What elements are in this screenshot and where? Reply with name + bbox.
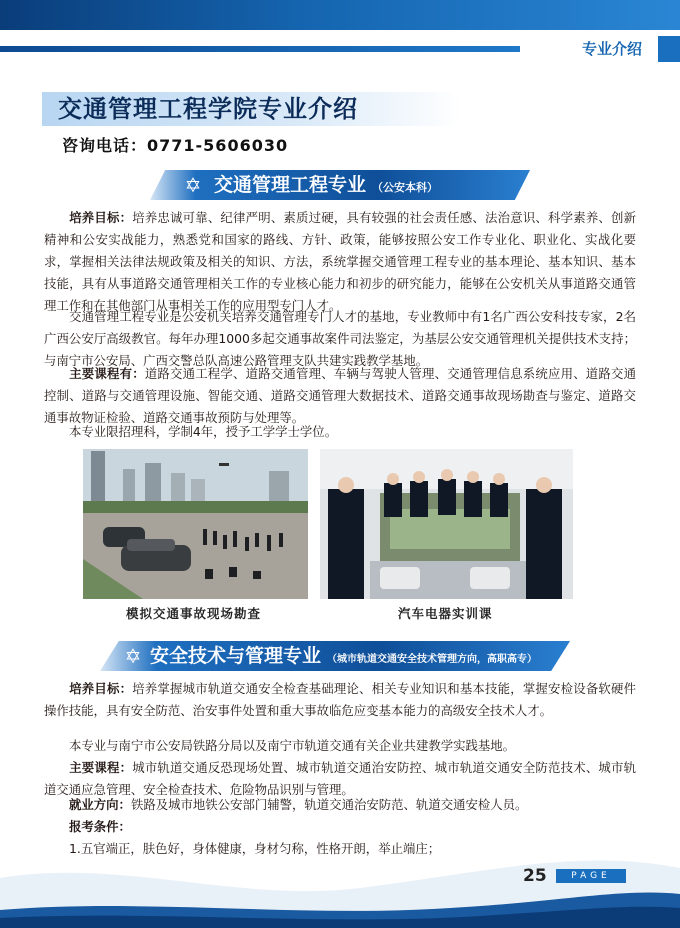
major1-name: 交通管理工程专业 [214, 174, 367, 196]
courses-text: 城市轨道交通反恐现场处置、城市轨道交通治安防控、城市轨道交通安全防范技术、城市轨道交通应急管理、安全检查技术、危险物品识别与管理。 [44, 760, 637, 797]
base-text: 本专业与南宁市公安局铁路分局以及南宁市轨道交通有关企业共建教学实践基地。 [69, 738, 516, 753]
major2-title [150, 641, 537, 671]
jobs-label: 就业方向： [69, 797, 131, 812]
courses-text: 道路交通工程学、道路交通管理、车辆与驾驶人管理、交通管理信息系统应用、道路交通控制、道路与交通管理设施、智能交通、道路交通管理大数据技术、道路交通事故现场勘查与鉴定、道路交通事故物证检验、道路交通事故预防与处理等。 [44, 366, 637, 425]
jobs-text: 铁路及城市地铁公安部门辅警，轨道交通治安防范、轨道交通安检人员。 [130, 797, 528, 812]
photo-caption: 模拟交通事故现场勘查 [126, 606, 262, 621]
section-tag-bar [658, 36, 680, 62]
major1-type: （公安本科） [372, 181, 439, 194]
major1-title [214, 170, 438, 200]
major2-name: 安全技术与管理专业 [150, 645, 322, 667]
courses-label: 主要课程有： [69, 366, 145, 381]
courses-label: 主要课程： [69, 760, 133, 775]
goal-label: 培养目标： [69, 681, 133, 696]
major2-base [44, 735, 636, 757]
goal-text: 培养掌握城市轨道交通安全检查基础理论、相关专业知识和基本技能，掌握安检设备软硬件操作技能，具有安全防范、治安事件处置和重大事故临危应变基本能力的高级安全技术人才。 [44, 681, 637, 718]
admission-text: 本专业限招理科，学制4年，授予工学学士学位。 [69, 424, 338, 439]
requirements-label: 报考条件： [69, 819, 131, 834]
section-tag: 专业介绍 [581, 40, 642, 58]
page-number: 25 [523, 866, 547, 886]
requirement-text: 1.五官端正，肤色好，身体健康，身材匀称，性格开朗，举止端庄； [69, 841, 441, 856]
page-title: 交通管理工程学院专业介绍 [58, 95, 358, 123]
goal-label: 培养目标： [69, 210, 133, 225]
star-of-david-icon: ✡ [184, 173, 202, 197]
major1-courses [44, 363, 636, 429]
goal-text: 培养忠诚可靠、纪律严明、素质过硬，具有较强的社会责任感、法治意识、科学素养、创新精神和公安实战能力，熟悉党和国家的路线、方针、政策，能够按照公安工作专业化、职业化、实战化要求，掌握相关法律法规政策及相关的知识、方法，系统掌握交通管理工程专业的基本理论、基本知识、基本技能，具有从事道路交通管理相关工作的专业核心能力和初步的研究能力，能够在公安机关从事道路交通管理工作和在其他部门从事相关工作的应用型专门人才。 [44, 210, 637, 313]
star-of-david-icon: ✡ [124, 644, 142, 668]
major2-goal [44, 678, 636, 722]
photo-caption: 汽车电器实训课 [398, 606, 493, 621]
top-accent-line [0, 46, 520, 52]
major1-admission [44, 421, 636, 443]
base-text: 交通管理工程专业是公安机关培养交通管理专门人才的基地，专业教师中有1名广西公安科技专家，2名广西公安厅高级教官。每年办理1000多起交通事故案件司法鉴定，为基层公安交通管理机关提供技术支持；与南宁市公安局、广西交警总队高速公路管理支队共建实践教学基地。 [44, 309, 636, 368]
consult-phone: 咨询电话：0771-5606030 [62, 136, 289, 155]
major1-goal [44, 207, 636, 317]
accident-scene-photo [83, 449, 308, 599]
page-label: PAGE [556, 869, 626, 883]
major2-banner [100, 641, 570, 671]
major2-jobs [44, 794, 636, 816]
auto-electric-lab-photo [320, 449, 573, 599]
major1-banner [150, 170, 530, 200]
major2-type: （城市轨道交通安全技术管理方向，高职高专） [327, 654, 538, 665]
top-color-band [0, 0, 680, 30]
